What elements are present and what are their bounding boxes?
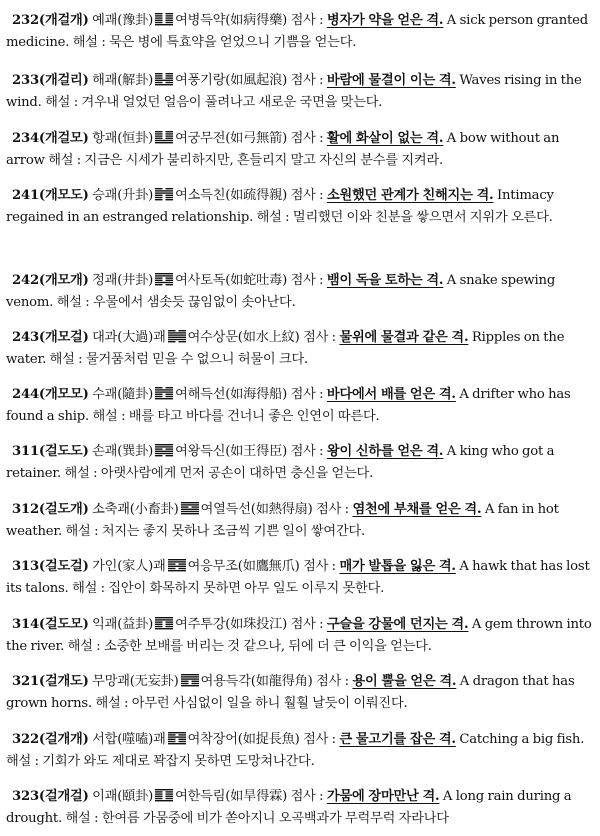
classical-phrase: 여열득선(如熱得扇) <box>200 502 313 517</box>
english-translation: A sick person granted medicine. <box>6 13 588 50</box>
classical-phrase: 여주투강(如珠投江) <box>175 617 288 632</box>
entry-code: 311(걸도도) <box>12 444 89 459</box>
oracle-entry <box>0 499 600 543</box>
explanation: 집안이 화목하지 못하면 아무 일도 이루지 못한다. <box>108 581 385 596</box>
hexagram-name: 해괘(解卦) <box>92 73 154 88</box>
hexagram-name: 소축괘(小畜卦) <box>92 502 179 517</box>
classical-phrase: 여착장어(如捉長魚) <box>187 732 300 747</box>
fortune-summary: 활에 화살이 없는 격. <box>326 131 444 146</box>
explanation: 우물에서 샘솟듯 끊임없이 솟아난다. <box>93 295 296 310</box>
entry-code: 241(개모도) <box>12 188 89 203</box>
entry-code: 312(걸도개) <box>12 502 89 517</box>
hexagram-lines-icon <box>154 272 174 286</box>
explanation: 배를 타고 바다를 건너니 좋은 인연이 따른다. <box>128 409 380 424</box>
english-translation: Waves rising in the wind. <box>6 73 582 110</box>
fortune-summary: 바람에 물결이 이는 격. <box>326 73 456 88</box>
oracle-entry <box>0 270 600 314</box>
english-translation: A king who got a retainer. <box>6 444 555 481</box>
hexagram-name: 가인(家人)괘 <box>92 559 166 574</box>
oracle-entry <box>0 384 600 428</box>
entry-code: 242(개모개) <box>12 273 89 288</box>
jeomsa-label: 점사 : <box>290 188 324 203</box>
english-translation: A gem thrown into the river. <box>6 617 592 654</box>
hexagram-name: 서합(噬嗑)괘 <box>92 732 166 747</box>
haeseol-label: 해설 : <box>65 811 99 826</box>
english-translation: A drifter who has found a ship. <box>6 387 571 424</box>
jeomsa-label: 점사 : <box>290 13 324 28</box>
entry-code: 243(개모걸) <box>12 330 89 345</box>
fortune-summary: 뱀이 독을 토하는 격. <box>326 273 444 288</box>
hexagram-lines-icon <box>154 130 174 144</box>
jeomsa-label: 점사 : <box>303 559 336 574</box>
explanation: 묵은 병에 특효약을 얻었으니 기쁨을 얻는다. <box>109 35 357 50</box>
classical-phrase: 여한득림(如旱得霖) <box>175 789 288 804</box>
hexagram-lines-icon <box>154 616 174 630</box>
classical-phrase: 여왕득신(如王得臣) <box>175 444 288 459</box>
classical-phrase: 여사토독(如蛇吐毒) <box>175 273 288 288</box>
haeseol-label: 해설 : <box>72 35 106 50</box>
classical-phrase: 여병득약(如病得藥) <box>175 13 288 28</box>
jeomsa-label: 점사 : <box>290 131 324 146</box>
haeseol-label: 해설 : <box>256 210 290 225</box>
classical-phrase: 여수상문(如水上紋) <box>187 330 300 345</box>
haeseol-label: 해설 : <box>56 295 90 310</box>
classical-phrase: 여용득각(如龍得角) <box>200 674 313 689</box>
oracle-entry <box>0 441 600 485</box>
english-translation: A bow without an arrow <box>6 131 560 168</box>
oracle-entry <box>0 786 600 830</box>
oracle-entry <box>0 556 600 600</box>
english-translation: A hawk that has lost its talons. <box>6 559 590 596</box>
entry-code: 233(개걸리) <box>12 73 89 88</box>
haeseol-label: 해설 : <box>67 639 101 654</box>
haeseol-label: 해설 : <box>45 95 78 110</box>
hexagram-name: 정괘(井卦) <box>92 273 154 288</box>
hexagram-lines-icon <box>180 501 200 515</box>
english-translation: Ripples on the water. <box>6 330 565 367</box>
haeseol-label: 해설 : <box>49 352 83 367</box>
entry-code: 321(걸개도) <box>12 674 89 689</box>
hexagram-lines-icon <box>154 386 174 400</box>
haeseol-label: 해설 : <box>72 581 105 596</box>
explanation: 아무런 사심없이 일을 하니 훨훨 날듯이 이뤄진다. <box>131 696 408 711</box>
hexagram-lines-icon <box>154 12 174 26</box>
hexagram-name: 수괘(隨卦) <box>92 387 154 402</box>
hexagram-lines-icon <box>167 731 187 745</box>
fortune-summary: 왕이 신하를 얻은 격. <box>326 444 444 459</box>
explanation: 멀리했던 이와 친분을 쌓으면서 지위가 오른다. <box>292 210 553 225</box>
haeseol-label: 해설 : <box>95 696 129 711</box>
explanation: 아랫사람에게 먼저 공손이 대하면 충신을 얻는다. <box>100 466 374 481</box>
jeomsa-label: 점사 : <box>290 444 324 459</box>
classical-phrase: 여소득친(如疏得親) <box>175 188 288 203</box>
explanation: 겨우내 얼었던 얼음이 풀려나고 새로운 국면을 맞는다. <box>81 95 383 110</box>
oracle-entry <box>0 185 600 229</box>
jeomsa-label: 점사 : <box>316 502 349 517</box>
oracle-entry <box>0 10 600 54</box>
classical-phrase: 여응무조(如鷹無爪) <box>187 559 300 574</box>
hexagram-name: 이괘(頤卦) <box>92 789 154 804</box>
fortune-summary: 병자가 약을 얻은 격. <box>326 13 444 28</box>
entry-code: 313(걸도걸) <box>12 559 89 574</box>
oracle-entry <box>0 729 600 773</box>
explanation: 소중한 보배를 버리는 것 같으나, 뒤에 더 큰 이익을 얻는다. <box>103 639 432 654</box>
fortune-summary: 용이 뿔을 얻은 격. <box>352 674 457 689</box>
entry-code: 322(걸개개) <box>12 732 89 747</box>
jeomsa-label: 점사 : <box>290 273 324 288</box>
fortune-summary: 매가 발톱을 잃은 격. <box>339 559 456 574</box>
hexagram-lines-icon <box>167 329 187 343</box>
oracle-entry <box>0 614 600 658</box>
entry-code: 234(개걸모) <box>12 131 89 146</box>
hexagram-lines-icon <box>154 788 174 802</box>
explanation: 한여름 가뭄중에 비가 쏟아지니 오곡백과가 무럭무럭 자라나다 <box>101 811 449 826</box>
oracle-entry <box>0 327 600 371</box>
oracle-entry <box>0 70 600 114</box>
jeomsa-label: 점사 : <box>290 617 324 632</box>
explanation: 물거품처럼 믿을 수 없으니 허물이 크다. <box>85 352 309 367</box>
entry-code: 314(걸도모) <box>12 617 89 632</box>
entry-code: 244(개모모) <box>12 387 89 402</box>
haeseol-label: 해설 : <box>48 153 82 168</box>
english-translation: A snake spewing venom. <box>6 273 556 310</box>
jeomsa-label: 점사 : <box>303 732 336 747</box>
explanation: 지금은 시세가 불리하지만, 흔들리지 말고 자신의 분수를 지켜라. <box>84 153 443 168</box>
explanation: 기회가 와도 제대로 꽉잡지 못하면 도망쳐나간다. <box>42 754 315 769</box>
jeomsa-label: 점사 : <box>290 73 324 88</box>
classical-phrase: 여풍기랑(如風起浪) <box>175 73 288 88</box>
hexagram-lines-icon <box>167 558 187 572</box>
jeomsa-label: 점사 : <box>290 387 324 402</box>
hexagram-name: 손괘(巽卦) <box>92 444 154 459</box>
hexagram-lines-icon <box>154 72 174 86</box>
hexagram-lines-icon <box>180 673 200 687</box>
entry-code: 323(걸개걸) <box>12 789 89 804</box>
explanation: 처지는 좋지 못하나 조금씩 기쁜 일이 쌓여간다. <box>101 524 366 539</box>
hexagram-name: 익괘(益卦) <box>92 617 154 632</box>
jeomsa-label: 점사 : <box>303 330 336 345</box>
fortune-summary: 바다에서 배를 얻은 격. <box>326 387 456 402</box>
hexagram-name: 대과(大過)괘 <box>92 330 166 345</box>
oracle-entry <box>0 671 600 715</box>
english-translation: A dragon that has grown horns. <box>6 674 575 711</box>
hexagram-lines-icon <box>154 187 174 201</box>
entry-code: 232(개걸개) <box>12 13 89 28</box>
hexagram-name: 예괘(豫卦) <box>92 13 154 28</box>
fortune-summary: 가뭄에 장마만난 격. <box>326 789 440 804</box>
haeseol-label: 해설 : <box>65 524 99 539</box>
hexagram-name: 승괘(升卦) <box>92 188 154 203</box>
haeseol-label: 해설 : <box>64 466 98 481</box>
hexagram-name: 항괘(恒卦) <box>92 131 154 146</box>
english-translation: A long rain during a drought. <box>6 789 572 826</box>
english-translation: Catching a big fish. <box>459 732 585 747</box>
classical-phrase: 여궁무전(如弓無箭) <box>175 131 288 146</box>
haeseol-label: 해설 : <box>92 409 126 424</box>
fortune-summary: 물위에 물결과 같은 격. <box>339 330 469 345</box>
english-translation: Intimacy regained in an estranged relationship. <box>6 188 554 225</box>
fortune-summary: 구슬을 강물에 던지는 격. <box>326 617 469 632</box>
hexagram-lines-icon <box>154 443 174 457</box>
oracle-entry <box>0 128 600 172</box>
english-translation: A fan in hot weather. <box>6 502 559 539</box>
fortune-summary: 소원했던 관계가 친해지는 격. <box>326 188 494 203</box>
fortune-summary: 염천에 부채를 얻은 격. <box>352 502 482 517</box>
fortune-summary: 큰 물고기를 잡은 격. <box>339 732 456 747</box>
jeomsa-label: 점사 : <box>290 789 324 804</box>
haeseol-label: 해설 : <box>6 754 39 769</box>
hexagram-name: 무망괘(无妄卦) <box>92 674 179 689</box>
jeomsa-label: 점사 : <box>316 674 349 689</box>
classical-phrase: 여해득선(如海得船) <box>175 387 288 402</box>
